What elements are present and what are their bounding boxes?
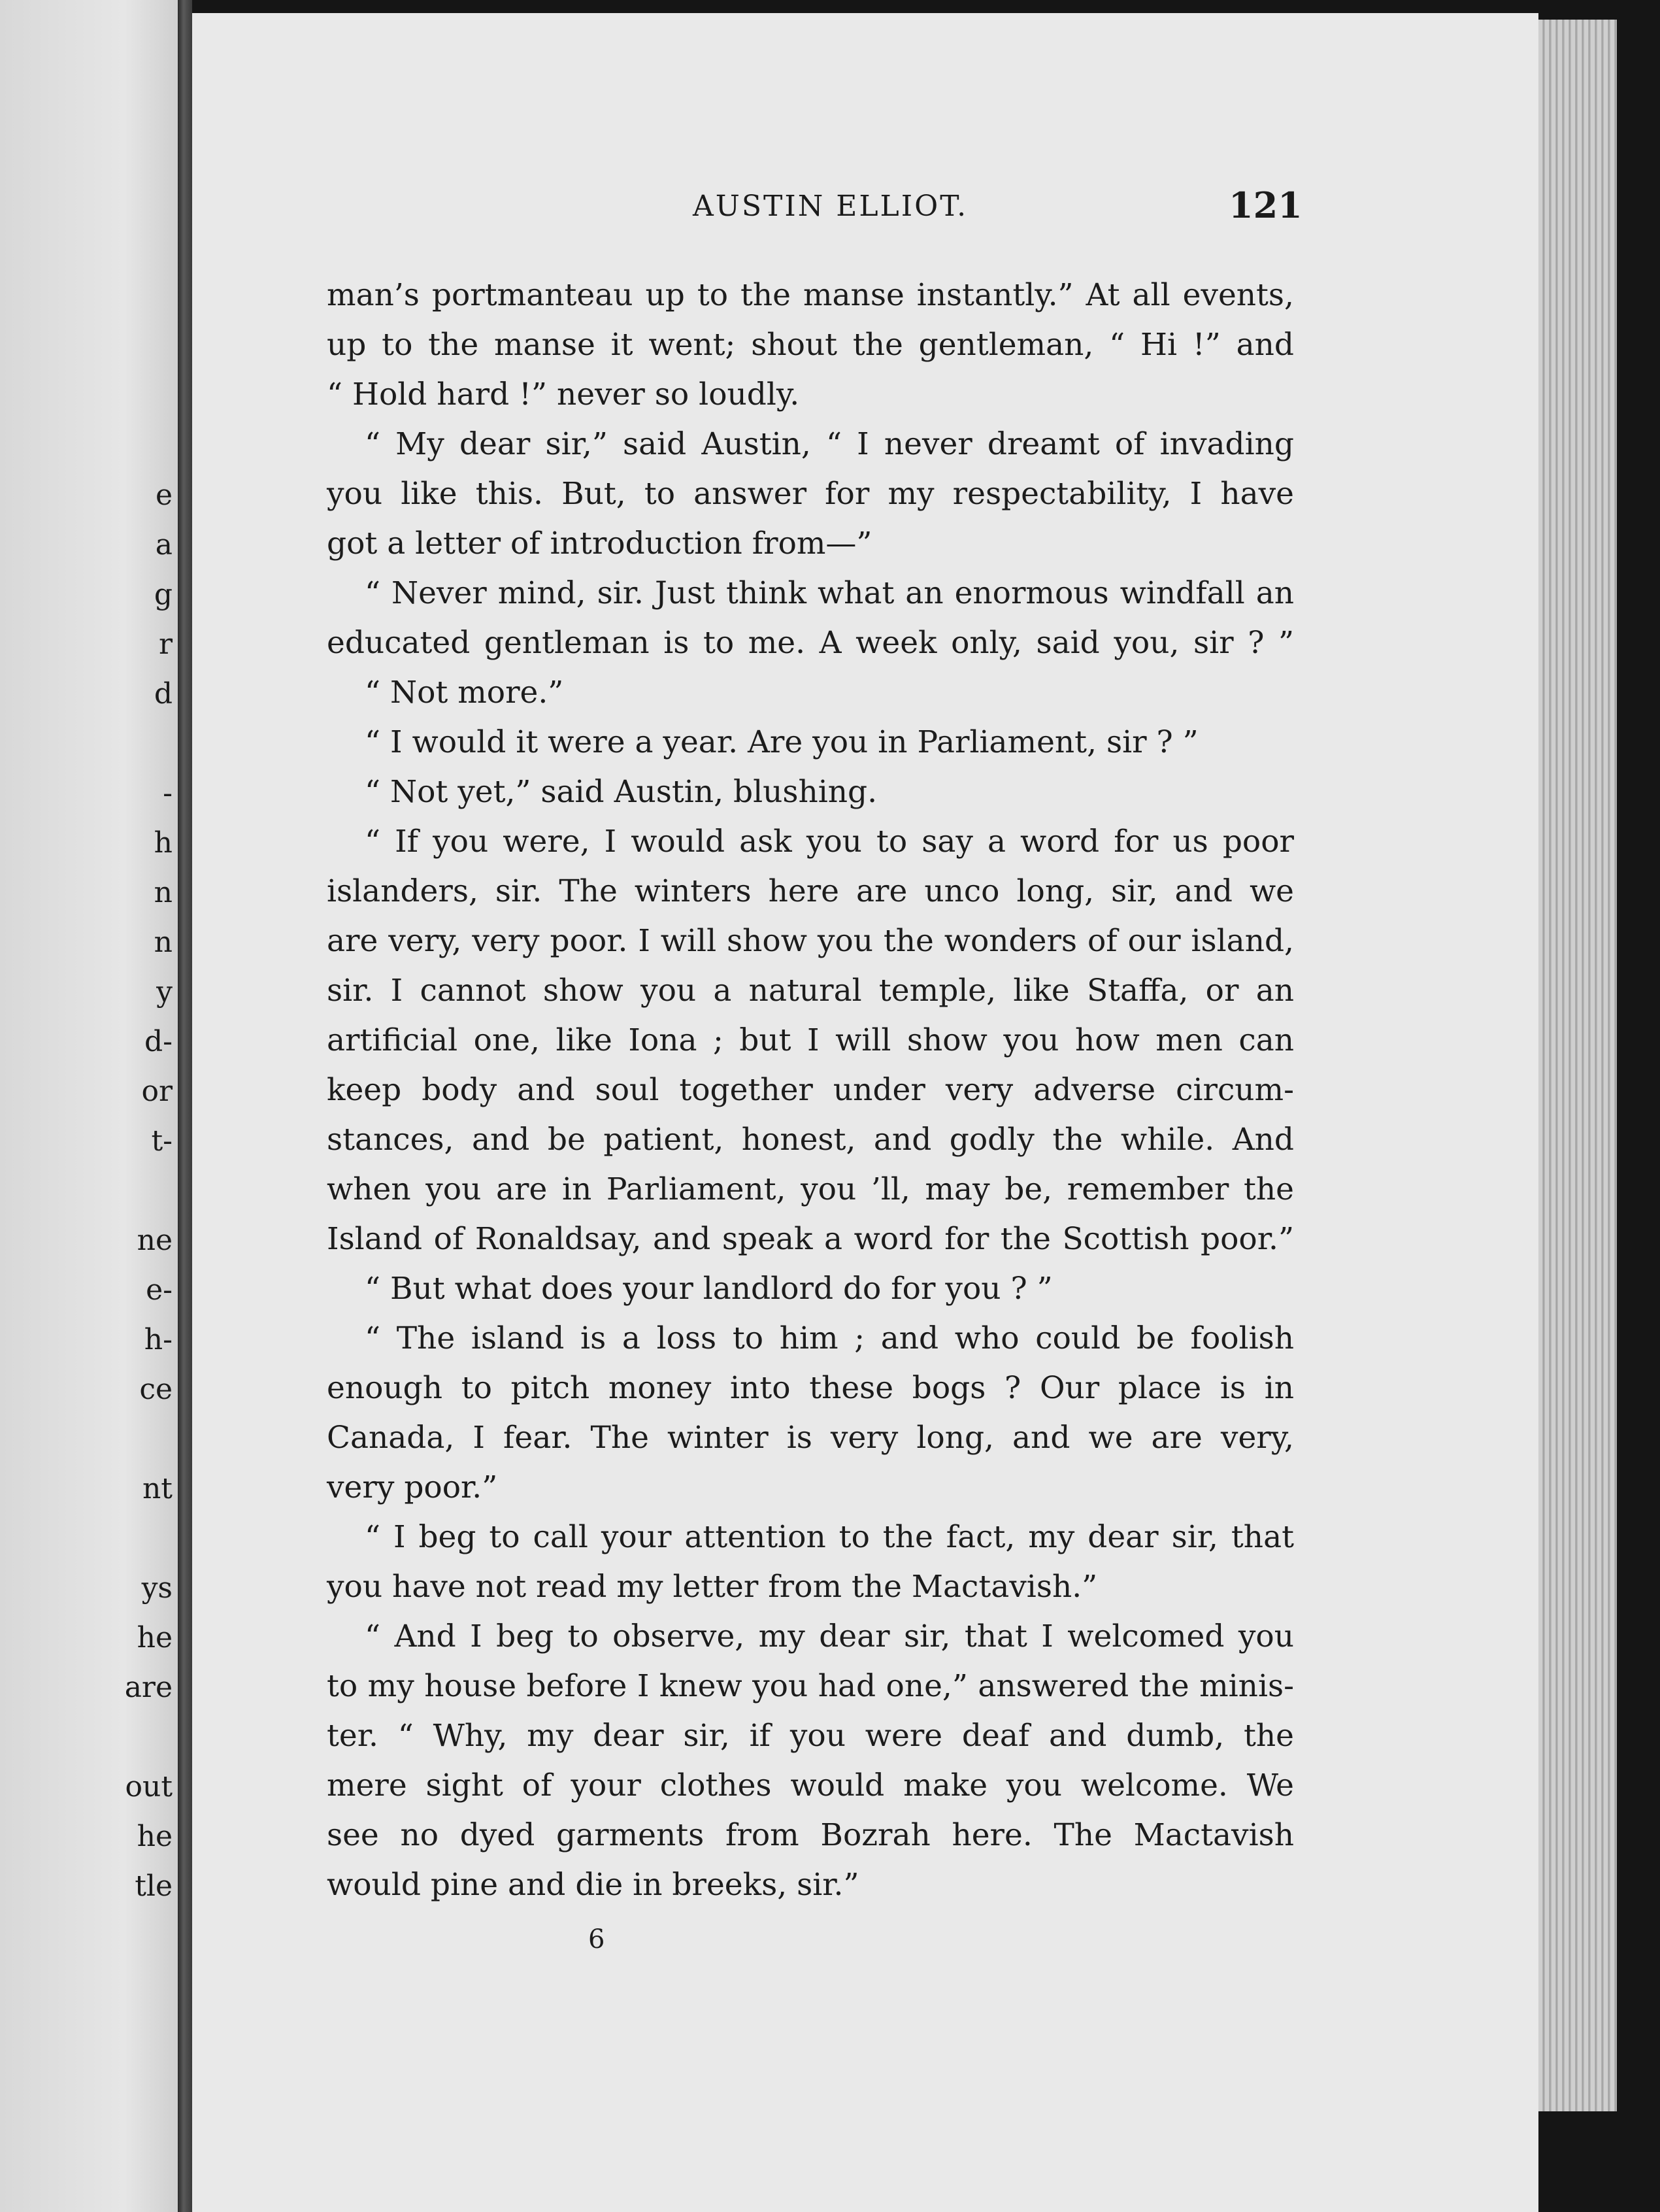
text-line: Canada, I fear. The winter is very long, and we are very, [327,1420,1294,1456]
text-line: “ Not yet,” said Austin, blushing. [365,774,878,810]
left-page-fragment: he [137,1820,173,1853]
left-page-fragment: h [154,826,173,860]
left-page-fragment: e- [146,1273,173,1307]
text-line: educated gentleman is to me. A week only, said you, sir ? ” [327,625,1294,661]
text-line: to my house before I knew you had one,” answered the minis- [327,1668,1294,1704]
text-line: “ And I beg to observe, my dear sir, that I welcomed you [365,1618,1294,1654]
left-page-fragment: ys [141,1571,173,1605]
text-line: man’s portmanteau up to the manse instantly.” At all events, [327,277,1294,313]
text-line: very poor.” [327,1469,498,1505]
left-page-fragment: h- [144,1323,173,1356]
text-line: you have not read my letter from the Mactavish.” [327,1569,1098,1605]
text-line: “ I would it were a year. Are you in Parliament, sir ? ” [365,724,1199,760]
left-page-fragment: ne [137,1224,173,1257]
text-line: are very, very poor. I will show you the wonders of our island, [327,923,1294,959]
text-line: ter. “ Why, my dear sir, if you were deaf and dumb, the [327,1718,1294,1754]
text-line: “ Never mind, sir. Just think what an enormous windfall an [365,575,1294,611]
text-line: “ But what does your landlord do for you ? ” [365,1271,1053,1307]
left-page-fragment: he [137,1621,173,1654]
signature-mark: 6 [588,1924,605,1954]
left-page-fragment: n [154,876,173,909]
left-page-fragment: out [125,1770,173,1803]
left-page-fragment: d- [144,1025,173,1058]
left-page-fragment: y [156,975,173,1009]
page-edges [1538,20,1617,2111]
left-page-fragment: r [158,628,173,661]
left-page-fragment: tle [135,1869,173,1903]
left-page-fragment: g [154,578,173,611]
text-line: stances, and be patient, honest, and godly the while. And [327,1122,1294,1158]
left-page-fragment: nt [142,1472,173,1505]
text-line: mere sight of your clothes would make you welcome. We [327,1768,1294,1803]
text-line: got a letter of introduction from—” [327,526,872,561]
text-line: “ My dear sir,” said Austin, “ I never dreamt of invading [365,426,1294,462]
running-head: AUSTIN ELLIOT. [693,190,969,223]
text-line: “ I beg to call your attention to the fact, my dear sir, that [365,1519,1294,1555]
left-page [0,0,178,2212]
text-line: when you are in Parliament, you ’ll, may be, remember the [327,1171,1294,1207]
left-page-fragment: n [154,926,173,959]
text-line: “ Not more.” [365,675,564,711]
text-line: “ If you were, I would ask you to say a word for us poor [365,824,1294,860]
left-page-fragment: ce [139,1373,173,1406]
left-page-fragment: - [163,777,173,810]
text-line: “ The island is a loss to him ; and who could be foolish [365,1320,1294,1356]
book-gutter [178,0,192,2212]
left-page-fragment: e [155,478,173,512]
text-line: Island of Ronaldsay, and speak a word for the Scottish poor.” [327,1221,1294,1257]
page-number: 121 [1229,184,1303,226]
text-line: keep body and soul together under very adverse circum- [327,1072,1294,1108]
text-line: would pine and die in breeks, sir.” [327,1867,859,1903]
left-page-fragment: or [141,1075,173,1108]
text-line: enough to pitch money into these bogs ? Our place is in [327,1370,1294,1406]
text-line: “ Hold hard !” never so loudly. [327,377,800,412]
text-line: sir. I cannot show you a natural temple, like Staffa, or an [327,973,1294,1009]
left-page-fragment: d [154,677,173,711]
text-line: see no dyed garments from Bozrah here. The Mactavish [327,1817,1294,1853]
left-page-fragment: a [155,528,173,561]
text-line: up to the manse it went; shout the gentleman, “ Hi !” and [327,327,1294,363]
left-page-fragment: are [124,1671,173,1704]
text-line: you like this. But, to answer for my respectability, I have [327,476,1294,512]
text-line: artificial one, like Iona ; but I will show you how men can [327,1022,1294,1058]
left-page-fragment: t- [151,1124,173,1158]
body-text [327,271,1294,1910]
text-line: islanders, sir. The winters here are unco long, sir, and we [327,873,1294,909]
